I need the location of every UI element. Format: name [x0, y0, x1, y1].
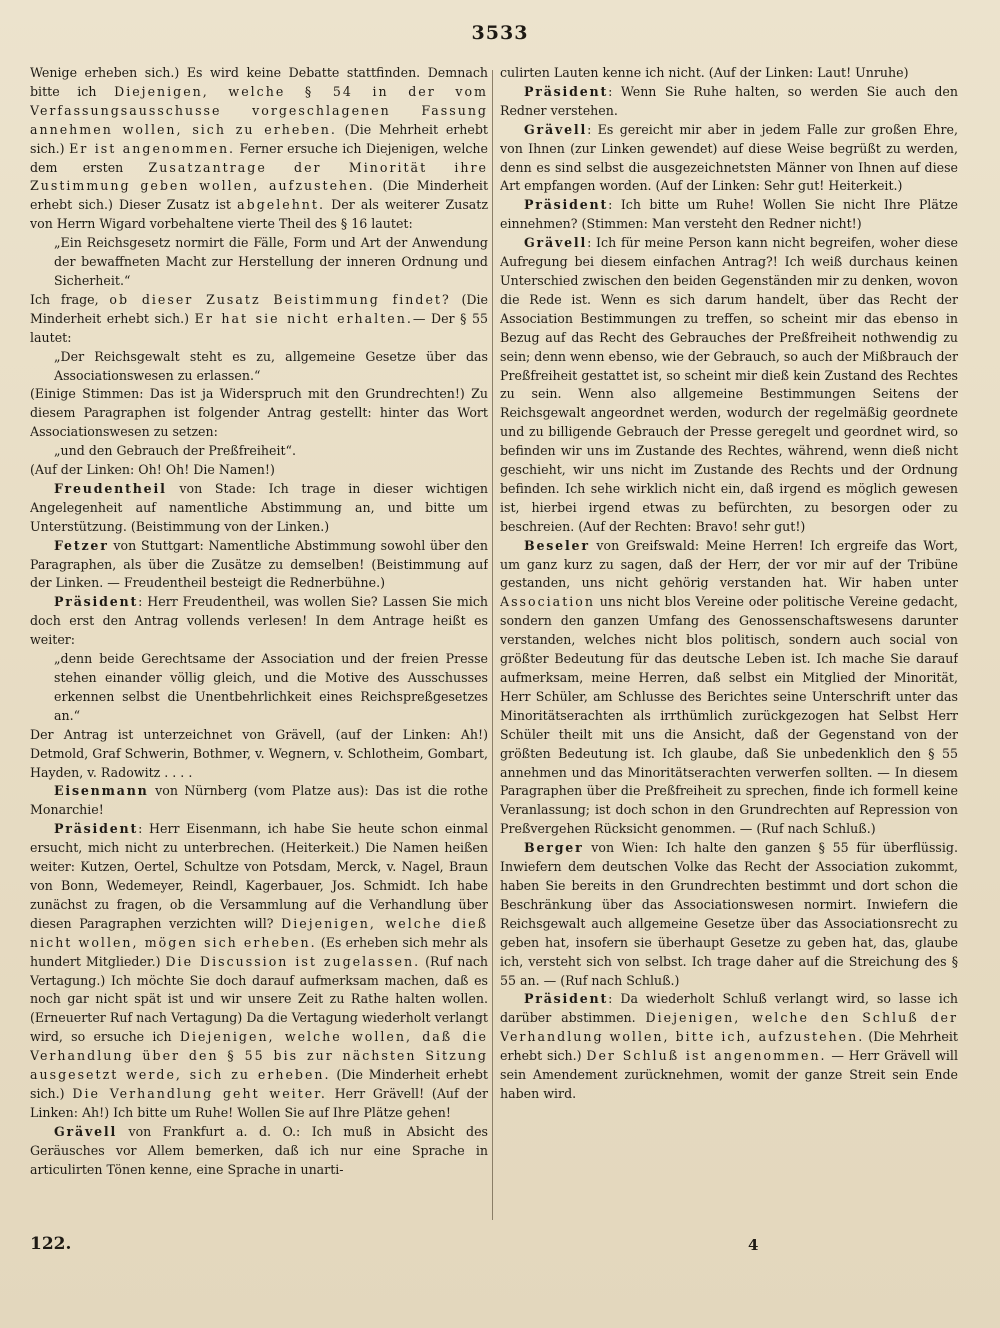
text-run: (Die Minderheit erhebt sich.) Dieser Zusatz ist	[30, 178, 488, 213]
text-run: : Herr Eisenmann, ich habe Sie heute schon einmal ersucht, mich nicht zu unterbrechen. (Heiterkeit.) Die Namen heißen weiter: Kutzen, Oertel, Schultze von Potsdam, Merck, v. Nagel, Braun von Bonn, Wedemeyer, Reindl, Kagerbauer, Jos. Schmidt. Ich habe zunächst zu fragen, ob die Versammlung auf die Verhandlung über diesen Paragraphen verzichten will?	[30, 821, 488, 931]
speech-paragraph	[500, 839, 958, 990]
spaced-emphasis: Die Discussion ist zugelassen.	[165, 953, 421, 969]
text-run: : Ich für meine Person kann nicht begreifen, woher diese Aufregung bei diesem einfachen Antrag?! Ich weiß durchaus keinen Unterschied zwischen den beiden Gegenständen mir zu denken, wovon die Rede ist. Wenn es sich darum handelt, über das Recht der Association Bestimmungen zu treffen, so scheint mir das ebenso in Bezug auf das Recht des Gebrauches der Preßfreiheit nothwendig zu sein; denn wenn ebenso, wie der Gebrauch, so auch der Mißbrauch der Preßfreiheit gestattet ist, so scheint mir dieß kein Zustand des Rechtes zu sein. Wenn also allgemeine Bestimmungen Seitens der Reichsgewalt angeordnet werden, wodurch der regelmäßig geordnete und zu billigende Gebrauch der Presse geregelt und geordnet wird, so befinden wir uns im Zustande des Rechtes, während, wenn dieß nicht geschieht, wir uns nicht im Zustande des Rechts und der Ordnung befinden. Ich sehe wirklich nicht ein, daß irgend es möglich gewesen ist, hierbei irgend etwas zu befürchten, zu besorgen oder zu beschreien. (Auf der Rechten: Bravo! sehr gut!)	[500, 235, 958, 534]
spaced-emphasis: Diejenigen, welche wollen, daß die Verhandlung über den § 55 bis zur nächsten Sitzung ausgesetzt werde, sich zu erheben.	[30, 1029, 488, 1083]
text-run: von Nürnberg (vom Platze aus): Das ist die rothe Monarchie!	[30, 783, 488, 818]
spaced-emphasis: Diejenigen, welche dieß nicht wollen, mögen sich erheben.	[30, 915, 488, 950]
spaced-emphasis: Diejenigen, welche den Schluß der Verhandlung wollen, bitte ich, aufzustehen.	[500, 1010, 958, 1045]
spaced-emphasis: Er ist angenommen.	[69, 140, 236, 156]
text-run: von Wien: Ich halte den ganzen § 55 für überflüssig. Inwiefern dem deutschen Volke das Recht der Association zukommt, haben Sie bereits in den Grundrechten bestimmt und dort schon die Beschränkung über das Associationswesen normirt. Inwiefern die Reichsgewalt auch allgemeine Gesetze über das Associationsrecht zu geben hat, insofern sie überhaupt Gesetze zu geben hat, das, glaube ich, versteht sich von selbst. Ich trage daher auf die Streichung des § 55 an. — (Ruf nach Schluß.)	[500, 840, 958, 988]
speaker-name: Grävell	[524, 235, 588, 251]
speaker-name: Präsident	[54, 821, 139, 837]
text-run: Wenige erheben sich.) Es wird keine Debatte stattfinden. Demnach bitte ich	[30, 65, 488, 99]
right-column	[500, 64, 958, 1230]
text-run: Der als weiterer Zusatz von Herrn Wigard vorbehaltene vierte Theil des § 16 lautet:	[30, 197, 488, 232]
speaker-name: Berger	[524, 840, 584, 856]
paragraph	[30, 461, 488, 480]
spaced-emphasis: Diejenigen, welche § 54 in der vom Verfassungsausschusse vorgeschlagenen Fassung annehmen wollen, sich zu erheben.	[30, 83, 488, 137]
text-run: (Die Mehrheit erhebt sich.)	[30, 121, 488, 156]
text-run: Ich frage,	[30, 291, 110, 307]
text-run: (Ruf nach Vertagung.) Ich möchte Sie doch darauf aufmerksam machen, daß es noch gar nicht spät ist und wir unsere Zeit zu Rathe halten wollen. (Erneuerter Ruf nach Vertagung) Da die Vertagung wiederholt verlangt wird, so ersuche ich	[30, 953, 488, 1045]
text-run: (Einige Stimmen: Das ist ja Widerspruch mit den Grundrechten!) Zu diesem Paragraphen ist folgender Antrag gestellt: hinter das Wort Associationswesen zu setzen:	[30, 386, 488, 440]
text-run: : Ich bitte um Ruhe! Wollen Sie nicht Ihre Plätze einnehmen? (Stimmen: Man versteht den Redner nicht!)	[500, 197, 958, 232]
speech-paragraph	[500, 234, 958, 537]
speaker-name: Präsident	[524, 197, 609, 213]
speech-paragraph	[500, 990, 958, 1103]
paragraph	[500, 64, 958, 83]
text-run: von Frankfurt a. d. O.: Ich muß in Absicht des Geräusches vor Allem bemerken, daß ich nur eine Sprache in articulirten Tönen kenne, eine Sprache in unarti-	[30, 1123, 488, 1177]
quoted-text: „Ein Reichsgesetz normirt die Fälle, Form und Art der Anwendung der bewaffneten Macht zur Herstellung der inneren Ordnung und Sicherheit.“	[54, 235, 488, 288]
spaced-emphasis: Zusatzantrage der Minorität ihre Zustimmung geben wollen, aufzustehen.	[30, 159, 488, 194]
text-run: : Herr Freudentheil, was wollen Sie? Lassen Sie mich doch erst den Antrag vollends verlesen! In dem Antrage heißt es weiter:	[30, 594, 488, 648]
speaker-name: Beseler	[524, 537, 590, 553]
text-run: — Der § 55 lautet:	[30, 310, 488, 345]
speaker-name: Präsident	[54, 594, 139, 610]
page-number: 3533	[471, 22, 529, 44]
speaker-name: Freudentheil	[54, 480, 167, 496]
text-run: Herr Grävell! (Auf der Linken: Ah!) Ich bitte um Ruhe! Wollen Sie auf Ihre Plätze gehen!	[30, 1085, 488, 1120]
text-run: von Stuttgart: Namentliche Abstimmung sowohl über den Paragraphen, als über die Zusätze zu demselben! (Beistimmung auf der Linken. — Freudentheil besteigt die Rednerbühne.)	[30, 537, 488, 591]
speech-paragraph	[500, 121, 958, 197]
text-run: von Stade: Ich trage in dieser wichtigen Angelegenheit auf namentliche Abstimmung an, und bitte um Unterstützung. (Beistimmung von der Linken.)	[30, 480, 488, 534]
spaced-emphasis: Association	[500, 594, 595, 610]
text-run: (Die Mehrheit erhebt sich.)	[500, 1029, 958, 1064]
speech-paragraph	[500, 537, 958, 840]
paragraph	[30, 385, 488, 442]
speech-paragraph	[500, 196, 958, 234]
quoted-text: „Der Reichsgewalt steht es zu, allgemeine Gesetze über das Associationswesen zu erlassen.“	[54, 348, 488, 383]
text-run: — Herr Grävell will sein Amendement zurücknehmen, womit der ganze Streit sein Ende haben wird.	[500, 1048, 958, 1101]
text-run: culirten Lauten kenne ich nicht. (Auf der Linken: Laut! Unruhe)	[500, 65, 909, 80]
spaced-emphasis: abgelehnt.	[237, 197, 325, 213]
speech-paragraph	[500, 83, 958, 121]
column-divider	[492, 70, 493, 1220]
speech-paragraph	[30, 1123, 488, 1180]
signature-mark-right: 4	[748, 1236, 759, 1254]
text-run: : Es gereicht mir aber in jedem Falle zur großen Ehre, von Ihnen (zur Linken gewendet) auf diese Weise begrüßt zu werden, denn es sind selbst die ausgezeichnetsten Männer von Ihnen auf diese Art empfangen worden. (Auf der Linken: Sehr gut! Heiterkeit.)	[500, 121, 958, 194]
paragraph	[30, 726, 488, 783]
speaker-name: Grävell	[524, 121, 588, 137]
quoted-text: „denn beide Gerechtsame der Association und der freien Presse stehen einander völlig gleich, und die Motive des Ausschusses erkennen selbst die Unentbehrlichkeit eines Reichspreßgesetzes an.“	[54, 651, 488, 723]
text-run: von Greifswald: Meine Herren! Ich ergreife das Wort, um ganz kurz zu sagen, daß der Herr, der vor mir auf der Tribüne gestanden, uns nicht gehörig verstanden hat. Wir haben unter	[500, 537, 958, 591]
text-run: : Da wiederholt Schluß verlangt wird, so lasse ich darüber abstimmen.	[500, 991, 958, 1026]
speaker-name: Fetzer	[54, 537, 109, 553]
paragraph	[30, 64, 488, 234]
spaced-emphasis: Der Schluß ist angenommen.	[586, 1048, 827, 1064]
paragraph	[30, 291, 488, 348]
speech-paragraph	[30, 537, 488, 594]
text-run: : Wenn Sie Ruhe halten, so werden Sie auch den Redner verstehen.	[500, 83, 958, 118]
speaker-name: Eisenmann	[54, 783, 149, 799]
speech-paragraph	[30, 480, 488, 537]
speech-paragraph	[30, 593, 488, 650]
speech-paragraph	[30, 820, 488, 1123]
spaced-emphasis: Er hat sie nicht erhalten.	[194, 310, 413, 326]
signature-mark-left: 122.	[30, 1234, 72, 1254]
quoted-text: „und den Gebrauch der Preßfreiheit“.	[54, 443, 296, 459]
speaker-name: Präsident	[524, 991, 609, 1007]
spaced-emphasis: Die Verhandlung geht weiter.	[72, 1085, 327, 1101]
left-column	[30, 64, 488, 1230]
speaker-name: Grävell	[54, 1123, 118, 1139]
speaker-name: Präsident	[524, 83, 609, 99]
spaced-emphasis: ob dieser Zusatz Beistimmung findet?	[109, 291, 451, 307]
text-run: uns nicht blos Vereine oder politische Vereine gedacht, sondern den ganzen Umfang des Genossenschaftswesens darunter verstanden, welches nicht blos politisch, sondern auch social von größter Bedeutung für das deutsche Leben ist. Ich mache Sie darauf aufmerksam, meine Herren, daß selbst ein Mitglied der Minorität, Herr Schüler, am Schlusse des Berichtes seine Unterschrift unter das Minoritätserachten als irrthümlich zurückgezogen hat Selbst Herr Schüler theilt mit uns die Ansicht, daß der Gegenstand von der größten Bedeutung ist. Ich glaube, daß Sie unbedenklich den § 55 annehmen und das Minoritätserachten verwerfen sollten. — In diesem Paragraphen über die Preßfreiheit zu sprechen, finde ich formell keine Veranlassung; ist doch schon in den Grundrechten auf Repression von Preßvergehen Rücksicht genommen. — (Ruf nach Schluß.)	[500, 594, 958, 837]
text-run: Der Antrag ist unterzeichnet von Grävell, (auf der Linken: Ah!) Detmold, Graf Schwerin, Bothmer, v. Wegnern, v. Schlotheim, Gombart, Hayden, v. Radowitz . . . .	[30, 726, 488, 780]
text-run: (Die Minderheit erhebt sich.)	[30, 1067, 488, 1101]
text-run: (Es erheben sich mehr als hundert Mitglieder.)	[30, 934, 488, 969]
text-run: (Die Minderheit erhebt sich.)	[30, 291, 488, 326]
text-run: (Auf der Linken: Oh! Oh! Die Namen!)	[30, 462, 275, 478]
text-run: Ferner ersuche ich Diejenigen, welche dem ersten	[30, 140, 488, 175]
speech-paragraph	[30, 782, 488, 820]
